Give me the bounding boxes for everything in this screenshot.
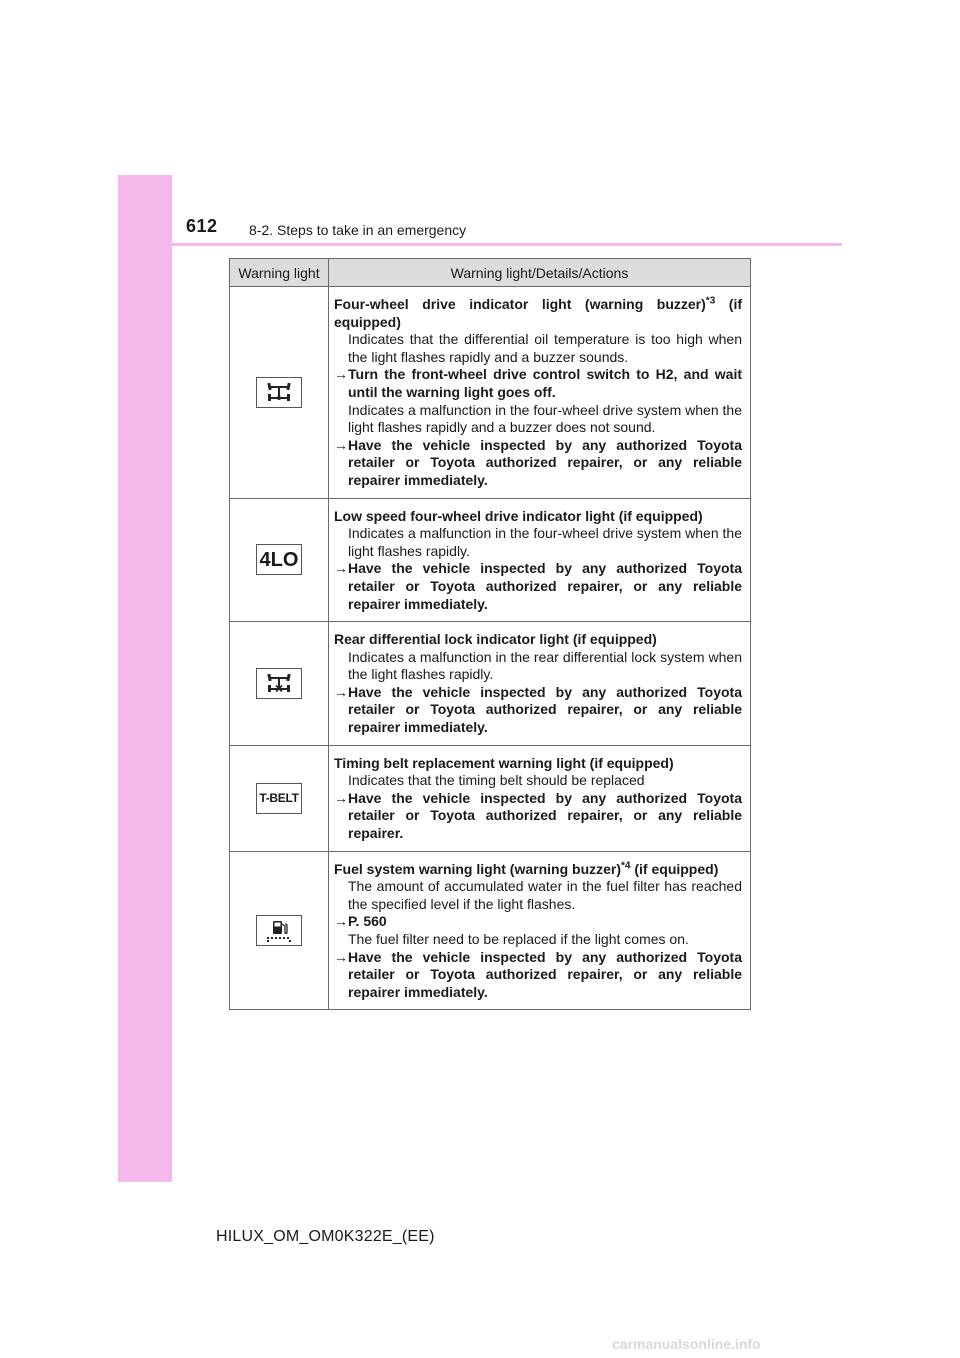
header-rule — [172, 243, 842, 246]
arrow-icon: → — [334, 789, 348, 806]
page-number: 612 — [186, 216, 218, 236]
entry-title: Rear differential lock indicator light (if equipped) — [334, 631, 657, 648]
rear-differential-lock-icon — [256, 668, 302, 699]
warning-light-table — [229, 258, 751, 1010]
table-row — [230, 851, 751, 1010]
entry-description: Indicates a malfunction in the rear differential lock system when the light flashes rapidly. — [348, 648, 742, 683]
warning-light-cell — [230, 287, 329, 499]
details-cell — [329, 745, 751, 851]
warning-light-cell — [230, 851, 329, 1010]
arrow-icon: → — [334, 913, 348, 930]
details-cell — [329, 851, 751, 1010]
entry-description: Indicates that the timing belt should be replaced — [348, 772, 645, 789]
entry-description: The fuel filter need to be replaced if the light comes on. — [348, 931, 689, 947]
entry-title: Timing belt replacement warning light (if equipped) — [334, 754, 674, 771]
details-cell — [329, 622, 751, 746]
chapter-side-band — [118, 175, 172, 1182]
table-row — [230, 622, 751, 746]
timing-belt-icon: T-BELT — [256, 783, 302, 814]
entry-action: → P. 560 — [334, 913, 387, 930]
section-title: 8-2. Steps to take in an emergency — [249, 222, 467, 238]
column-header-details: Warning light/Details/Actions — [329, 259, 751, 287]
watermark: carmanualsonline.info — [612, 1336, 761, 1352]
warning-light-cell — [230, 745, 329, 851]
table-row — [230, 745, 751, 851]
low-speed-4wd-icon: 4LO — [256, 544, 302, 575]
entry-action: → Have the vehicle inspected by any authorized Toyota retailer or Toyota authorized repairer, or any reliable repairer. — [334, 789, 742, 842]
warning-light-cell — [230, 498, 329, 622]
entry-description: The amount of accumulated water in the fuel filter has reached the specified level if the light flashes. — [348, 878, 742, 912]
fuel-system-icon — [256, 915, 302, 946]
arrow-icon: → — [334, 366, 348, 383]
entry-title: Low speed four-wheel drive indicator light (if equipped) — [334, 507, 703, 524]
warning-light-cell — [230, 622, 329, 746]
table-row — [230, 498, 751, 622]
entry-title: Fuel system warning light (warning buzzer)$^{*4}$ (if equipped) — [334, 859, 719, 877]
manual-code: HILUX_OM_OM0K322E_(EE) — [216, 1228, 435, 1245]
table-row — [230, 287, 751, 499]
entry-action: → Have the vehicle inspected by any authorized Toyota retailer or Toyota authorized repairer, or any reliable repairer immediately. — [334, 683, 742, 736]
arrow-icon: → — [334, 948, 348, 965]
details-cell — [329, 498, 751, 622]
entry-description: Indicates a malfunction in the four-wheel drive system when the light flashes rapidly. — [348, 525, 742, 559]
arrow-icon: → — [334, 560, 348, 577]
arrow-icon: → — [334, 683, 348, 700]
entry-action: → Have the vehicle inspected by any authorized Toyota retailer or Toyota authorized repairer, or any reliable repairer immediately. — [334, 560, 742, 612]
table-header-row — [230, 259, 751, 287]
entry-action: → Have the vehicle inspected by any authorized Toyota retailer or Toyota authorized repairer, or any reliable repairer immediately. — [334, 948, 742, 1000]
entry-action: → Have the vehicle inspected by any authorized Toyota retailer or Toyota authorized repairer, or any reliable repairer immediately. — [334, 436, 742, 488]
entry-action: → Turn the front-wheel drive control switch to H2, and wait until the warning light goes off. — [334, 366, 742, 400]
details-cell — [329, 287, 751, 499]
entry-description: Indicates that the differential oil temperature is too high when the light flashes rapidly and a buzzer sounds. — [348, 331, 742, 365]
four-wheel-drive-icon — [256, 377, 302, 408]
arrow-icon: → — [334, 436, 348, 453]
column-header-warning-light: Warning light — [230, 259, 329, 287]
entry-title: Four-wheel drive indicator light (warning buzzer)$^{*3}$ (if equipped) — [334, 295, 742, 330]
entry-description: Indicates a malfunction in the four-wheel drive system when the light flashes rapidly and a buzzer does not sound. — [348, 401, 742, 436]
